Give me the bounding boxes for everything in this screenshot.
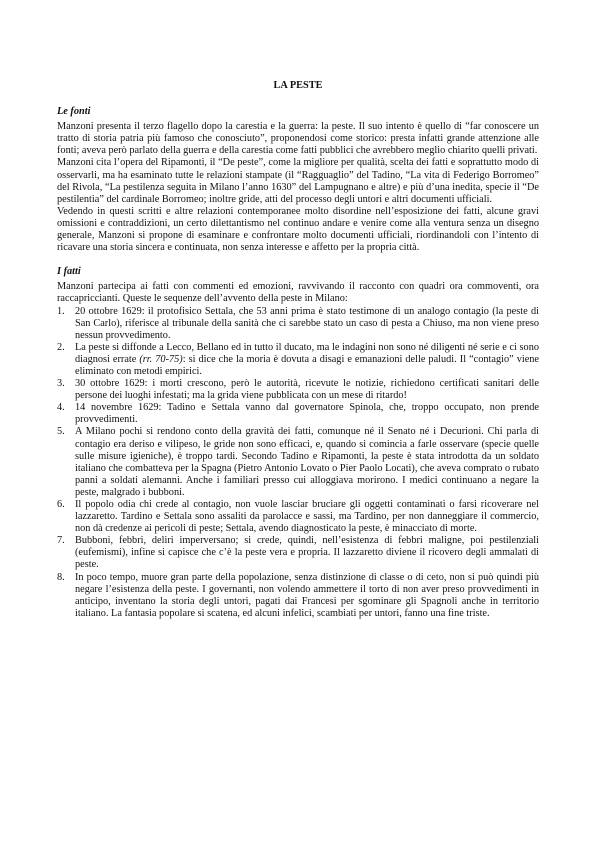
list-item [57,535,539,571]
page-title: LA PESTE [273,80,323,91]
list-number: 5. [57,426,65,438]
paragraph: Manzoni cita l’opera del Ripamonti, il “De peste”, come la migliore per qualità, scelta dei fatti e soprattutto modo di osservarli, ma ha esaminato tutte le relazioni stampate (il “Ragguaglio” del Tadino, “La vita di Federigo Borromeo” del Rivola, “La pestilenza seguita in Milano l’anno 1630” del Lampugnano e altre) e più d’una inedita, specie il “De pestilentia” del cardinale Borromeo; inoltre gride, atti del processo degli untori e altri documenti ufficiali. [57,157,539,205]
line-reference: (rr. 70-75) [139,353,183,365]
list-item [57,572,539,620]
list-item-text: 20 ottobre 1629: il protofisico Settala, che 53 anni prima è stato testimone di un analogo contagio (la peste di San Carlo), riferisce al tribunale della sanità che ci sarebbe stato un caso di pesta a Chiuso, ma non viene preso nessun provvedimento. [75,305,539,341]
paragraph: Vedendo in questi scritti e altre relazioni contemporanee molto disordine nell’esposizione dei fatti, alcune gravi omissioni e contraddizioni, un certo dilettantismo nel continuo andare e venire come alla ventura senza un disegno generale, Manzoni si propone di esaminare e confrontare molto documenti ufficiali, riordinandoli con l’intento di ricavare una storia sincera e continuata, non senza interesse e affetto per la propria città. [57,205,539,254]
list-item [57,499,539,535]
list-number: 8. [57,571,65,583]
list-item-text: 30 ottobre 1629: i morti crescono, però le autorità, ricevute le notizie, richiedono certificati sanitari delle persone dei luoghi infestati; ma la grida viene pubblicata con un mese di ritardo! [75,378,539,402]
section-i-fatti [57,266,539,620]
section-heading-le-fonti: Le fonti [57,106,91,118]
list-item-text: Bubboni, febbri, deliri imperversano; si crede, quindi, nell’esistenza di febbri maligne, poi pestilenziali (eufemismi), infine si capisce che c’è la peste vera e propria. Il lazzaretto diviene il ricovero degli ammalati di peste. [75,535,539,571]
list-item-text: Il popolo odia chi crede al contagio, non vuole lasciar bruciare gli oggetti contaminati o farsi ricoverare nel lazzaretto. Tardino e Settala sono assaliti da parolacce e sassi, ma Tardino, per non danneggiare il commercio, non dà credenze ai pericoli di peste; Settala, avendo diagnosticato la peste, è minacciato di morte. [75,499,539,535]
list-item-text: 14 novembre 1629: Tadino e Settala vanno dal governatore Spinola, che, troppo occupato, non prende provvedimenti. [75,402,539,426]
list-number: 4. [57,402,65,414]
list-number: 7. [57,535,65,547]
list-item-text: La peste si diffonde a Lecco, Bellano ed in tutto il ducato, ma le indagini non sono né diligenti né serie e ci sono diagnosi errate [75,341,539,365]
section-heading-i-fatti: I fatti [57,266,81,278]
list-item [57,342,539,378]
list-item-text: : si dice che la moria è dovuta a disagi e emanazioni delle paludi. Il “contagio” viene eliminato con metodi empirici. [75,353,539,377]
list-number: 3. [57,378,65,390]
events-list [57,306,539,620]
intro-paragraph: Manzoni partecipa ai fatti con commenti ed emozioni, ravvivando il racconto con quadri ora commoventi, ora raccapriccianti. Queste le sequenze dell’avvento della peste in Milano: [57,281,539,305]
list-item [57,426,539,499]
list-item-text: A Milano pochi si rendono conto della gravità dei fatti, comunque né il Senato né i Decurioni. Chi parla di contagio era deriso e vilipeso, le gride non sono efficaci, e, quando si comincia a farle osservare (specie quelle sulle misure igieniche), è troppo tardi. Secondo Tadino e Ripamonti, la peste è stata introdotta da un soldato italiano che combatteva per la Spagna (Pietro Antonio Lovato o Pier Paolo Locati), che aveva comprato o rubato panni a soldati alemanni. Anche i familiari presso cui alloggiava morirono. I medici continuano a negare la peste, malgrado i bubboni. [75,426,539,498]
list-number: 6. [57,499,65,510]
list-item [57,306,539,342]
paragraph: Manzoni presenta il terzo flagello dopo la carestia e la guerra: la peste. Il suo intento è quello di “far conoscere un tratto di storia patria più famoso che conosciuto”, proponendosi come storico: presta infatti grande attenzione alle fonti; aveva però parlato della guerra e della carestia come fatti pubblici che avrebbero meglio chiarito quelli privati. [57,121,539,157]
list-item [57,402,539,426]
list-number: 2. [57,341,65,353]
list-number: 1. [57,305,65,317]
section-le-fonti [57,106,539,254]
list-item-text: In poco tempo, muore gran parte della popolazione, senza distinzione di classe o di ceto, non si può quindi più negare l’esistenza della peste. I governanti, non volendo ammettere il torto di non aver preso provvedimenti in anticipo, inventano la storia degli untori, pagati dai Francesi per sgominare gli Spagnoli anche in territorio italiano. La fantasia popolare si scatena, ed alcuni infelici, scambiati per untori, fanno una fine triste. [75,571,539,619]
document-page [57,80,539,632]
list-item [57,378,539,402]
